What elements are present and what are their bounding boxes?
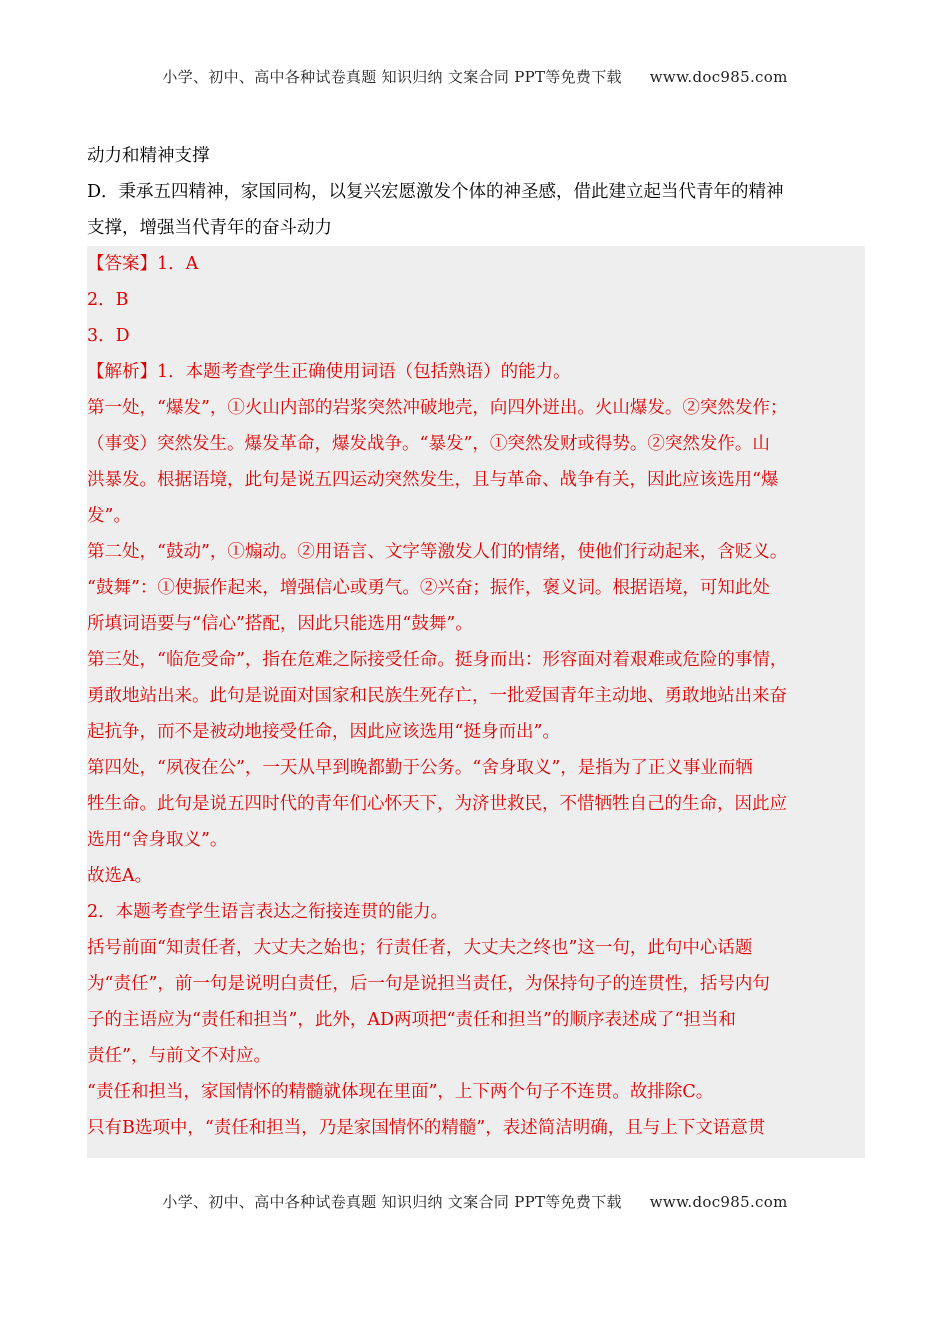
header-site-link[interactable]: www.doc985.com <box>649 68 788 86</box>
answer-line: 3．D <box>87 326 130 346</box>
question-line: 动力和精神支撑 <box>87 146 210 166</box>
analysis-line: 子的主语应为“责任和担当”，此外，AD两项把“责任和担当”的顺序表述成了“担当和 <box>87 1010 736 1030</box>
analysis-line: （事变）突然发生。爆发革命，爆发战争。“暴发”，①突然发财或得势。②突然发作。山 <box>87 434 770 454</box>
analysis-line: 责任”，与前文不对应。 <box>87 1046 271 1066</box>
analysis-line: 选用“舍身取义”。 <box>87 830 228 850</box>
analysis-line: 第四处，“夙夜在公”，一天从早到晚都勤于公务。“舍身取义”，是指为了正义事业而牺 <box>87 758 753 778</box>
analysis-line: 第二处，“鼓动”，①煽动。②用语言、文字等激发人们的情绪，使他们行动起来，含贬义。 <box>87 542 788 562</box>
analysis-line: “鼓舞”：①使振作起来，增强信心或勇气。②兴奋；振作，褒义词。根据语境，可知此处 <box>87 578 770 598</box>
analysis-line: 起抗争，而不是被动地接受任命，因此应该选用“挺身而出”。 <box>87 722 560 742</box>
question-line: 支撑，增强当代青年的奋斗动力 <box>87 218 332 238</box>
analysis-line: 只有B选项中，“责任和担当，乃是家国情怀的精髓”，表述简洁明确，且与上下文语意贯 <box>87 1118 766 1138</box>
answer-line: 2．B <box>87 290 129 310</box>
answer-line: 【答案】1．A <box>87 254 199 274</box>
footer-site-link[interactable]: www.doc985.com <box>649 1193 788 1211</box>
analysis-line: 洪暴发。根据语境，此句是说五四运动突然发生，且与革命、战争有关，因此应该选用“爆 <box>87 470 779 490</box>
document-body <box>87 138 865 1146</box>
analysis-line: 2．本题考查学生语言表达之衔接连贯的能力。 <box>87 902 449 922</box>
analysis-line: 所填词语要与“信心”搭配，因此只能选用“鼓舞”。 <box>87 614 473 634</box>
analysis-line: 故选A。 <box>87 866 153 886</box>
analysis-line: 勇敢地站出来。此句是说面对国家和民族生死存亡，一批爱国青年主动地、勇敢地站出来奋 <box>87 686 787 706</box>
analysis-line: 发”。 <box>87 506 131 526</box>
analysis-line: 牲生命。此句是说五四时代的青年们心怀天下，为济世救民，不惜牺牲自己的生命，因此应 <box>87 794 787 814</box>
analysis-line: “责任和担当，家国情怀的精髓就体现在里面”，上下两个句子不连贯。故排除C。 <box>87 1082 714 1102</box>
analysis-line: 为“责任”，前一句是说明白责任，后一句是说担当责任，为保持句子的连贯性，括号内句 <box>87 974 770 994</box>
analysis-line: 第一处，“爆发”，①火山内部的岩浆突然冲破地壳，向四外迸出。火山爆发。②突然发作； <box>87 398 788 418</box>
page-footer <box>0 1191 950 1212</box>
analysis-line: 【解析】1．本题考查学生正确使用词语（包括熟语）的能力。 <box>87 362 571 382</box>
footer-text: 小学、初中、高中各种试卷真题 知识归纳 文案合同 PPT等免费下载 <box>162 1193 622 1211</box>
question-line: D．秉承五四精神，家国同构，以复兴宏愿激发个体的神圣感，借此建立起当代青年的精神 <box>87 182 784 202</box>
analysis-line: 第三处，“临危受命”，指在危难之际接受任命。挺身而出：形容面对着艰难或危险的事情， <box>87 650 788 670</box>
page-header <box>0 66 950 87</box>
analysis-line: 括号前面“知责任者，大丈夫之始也；行责任者，大丈夫之终也”这一句，此句中心话题 <box>87 938 753 958</box>
header-text: 小学、初中、高中各种试卷真题 知识归纳 文案合同 PPT等免费下载 <box>162 68 622 86</box>
